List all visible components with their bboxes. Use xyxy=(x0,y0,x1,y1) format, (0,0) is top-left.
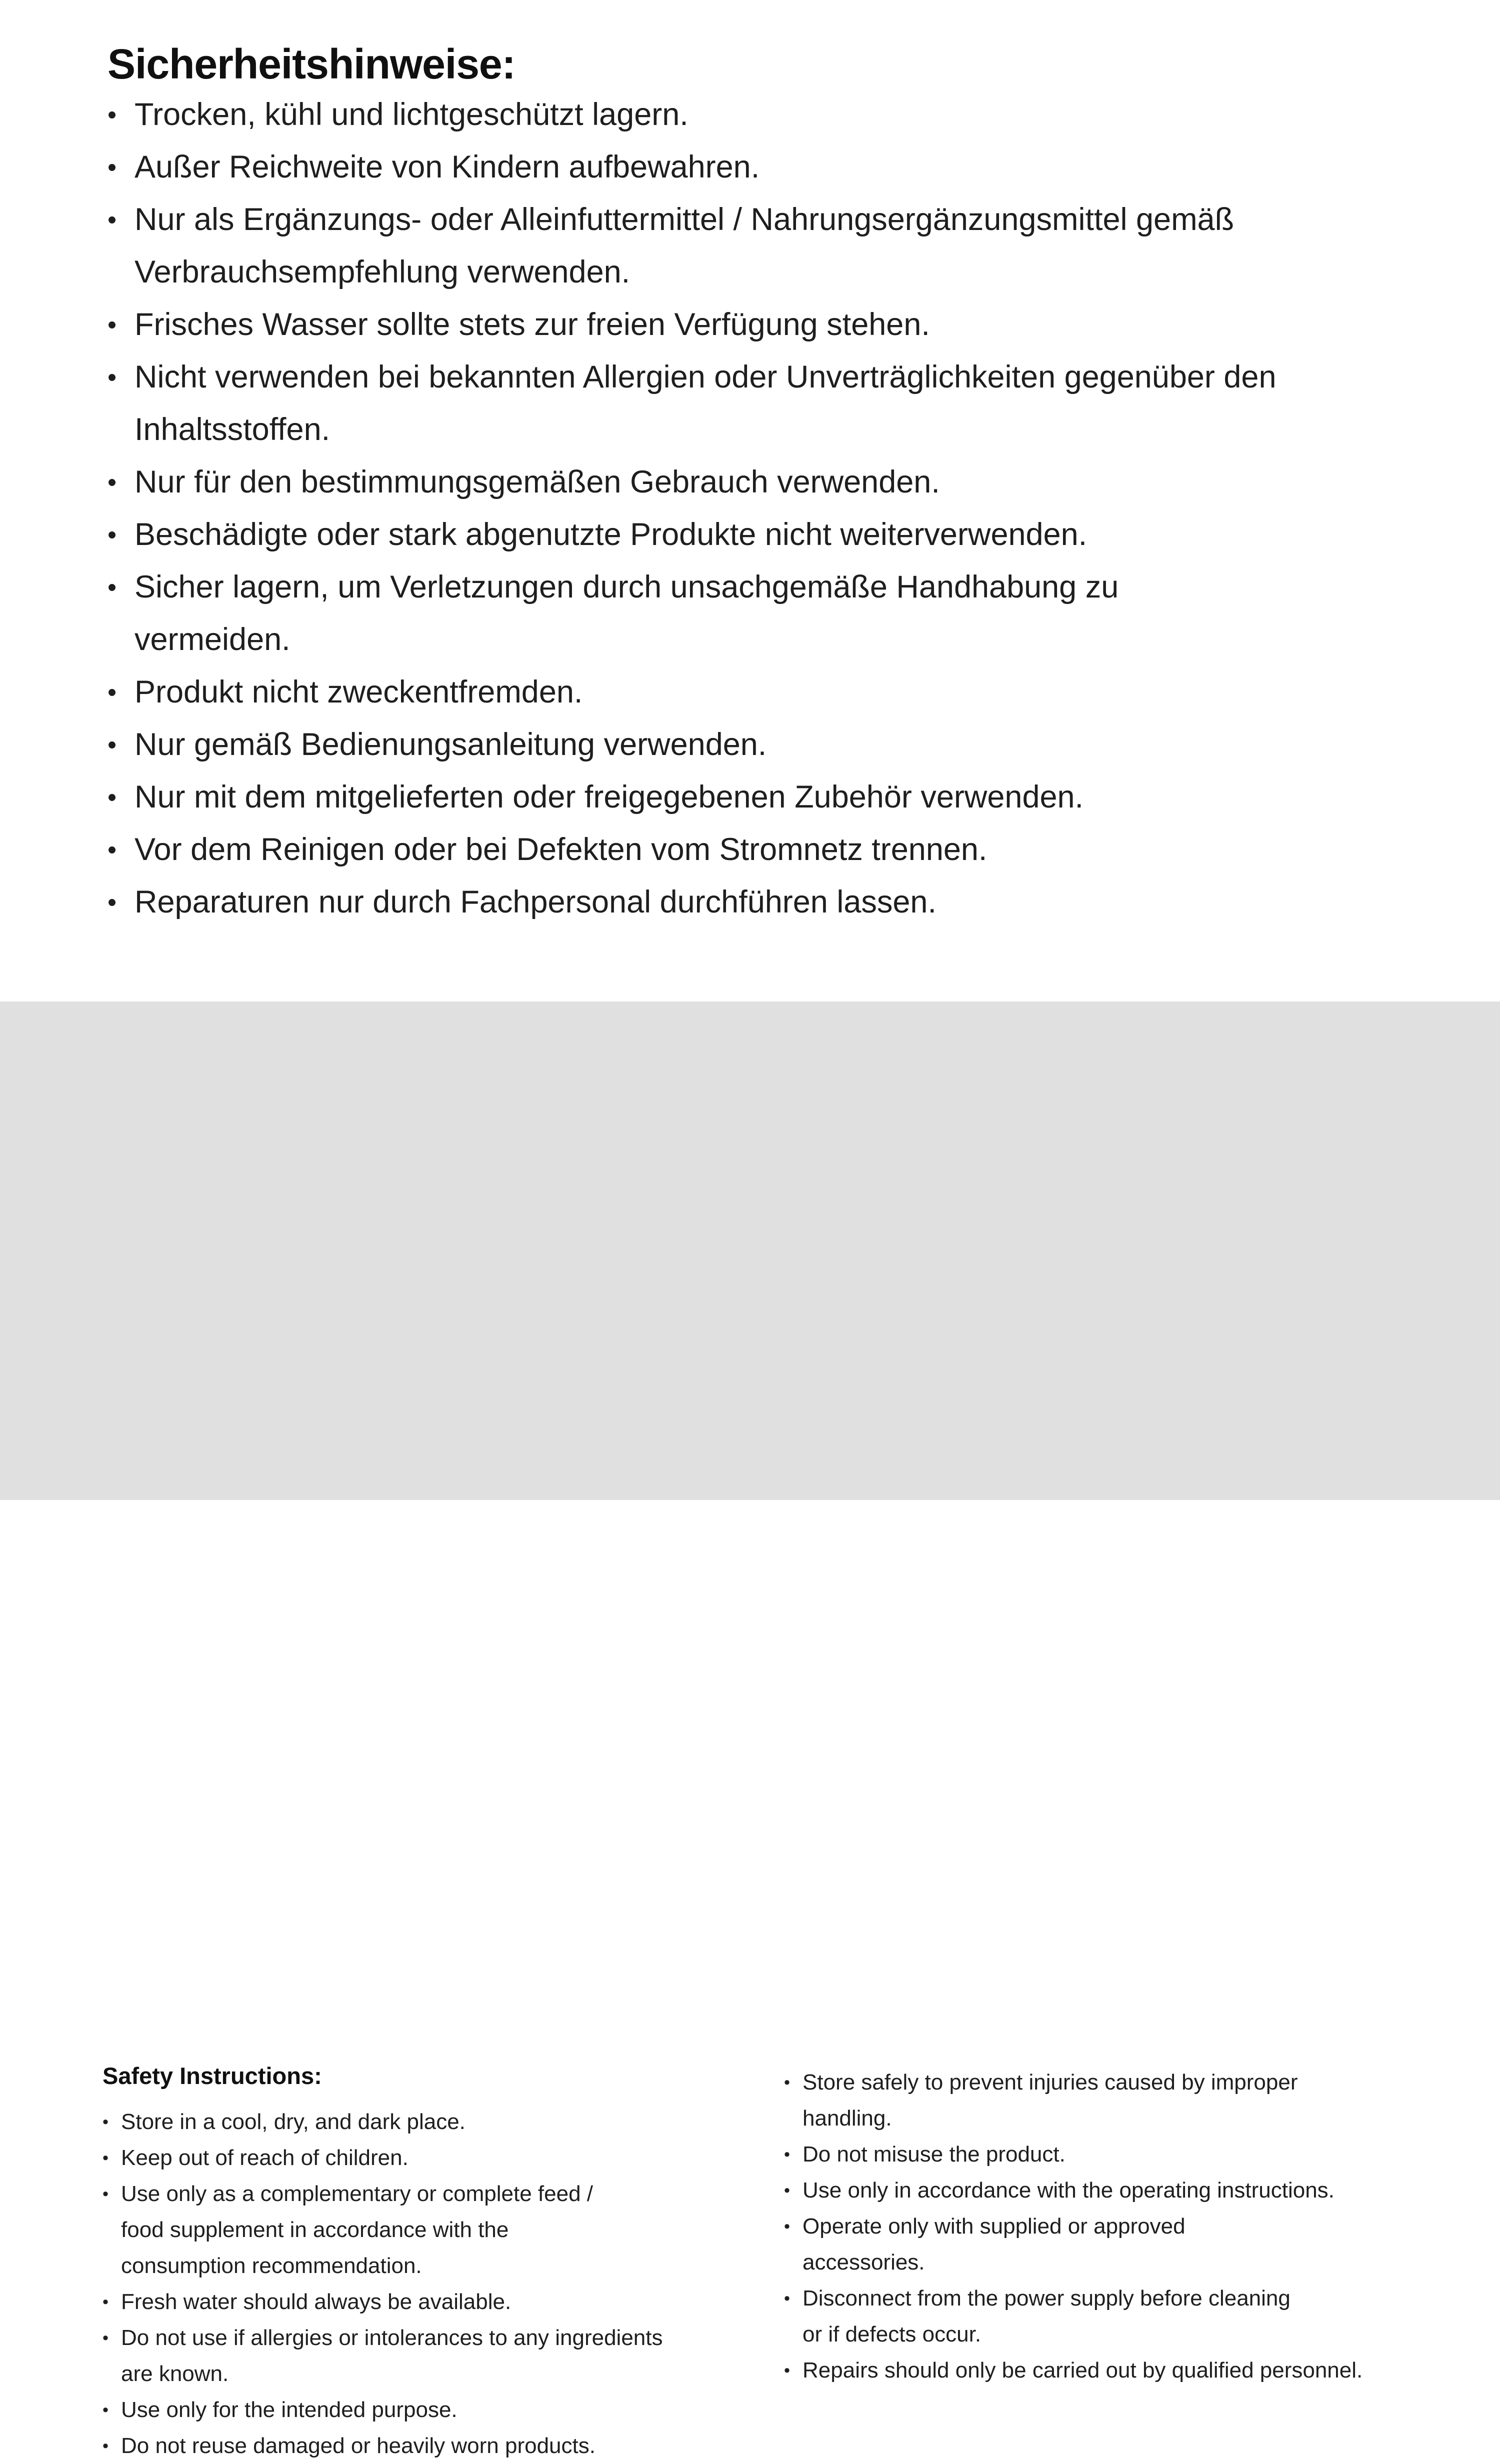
english-bullet-item xyxy=(784,2064,1469,2136)
german-bullet-item xyxy=(108,141,1398,194)
english-bullet-item xyxy=(102,2104,798,2140)
english-bullet-text: Keep out of reach of children. xyxy=(121,2146,408,2170)
english-instructions-section xyxy=(0,1002,1500,2458)
english-bullet-item xyxy=(784,2352,1469,2388)
german-bullet-item xyxy=(108,508,1398,561)
german-bullet-text: Produkt nicht zweckentfremden. xyxy=(134,674,583,710)
english-bullet-item xyxy=(784,2136,1469,2172)
bullet-icon: • xyxy=(108,310,117,339)
bullet-icon: • xyxy=(108,730,117,759)
english-bullet-text: Use only in accordance with the operating instructions. xyxy=(802,2178,1334,2202)
german-bullet-item xyxy=(108,298,1398,351)
bullet-icon: • xyxy=(108,520,117,549)
bullet-icon: • xyxy=(102,2292,109,2312)
german-bullet-text: Trocken, kühl und lichtgeschützt lagern. xyxy=(134,96,688,132)
german-bullet-text: Reparaturen nur durch Fachpersonal durchführen lassen. xyxy=(134,884,936,920)
bullet-icon: • xyxy=(108,782,117,812)
bullet-icon: • xyxy=(108,362,117,392)
english-bullet-text: Store in a cool, dry, and dark place. xyxy=(121,2110,466,2134)
german-bullet-item xyxy=(108,88,1398,141)
german-bullet-list xyxy=(108,88,1398,928)
german-bullet-item xyxy=(108,561,1398,666)
english-bullet-item xyxy=(102,2284,798,2320)
german-bullet-item xyxy=(108,666,1398,718)
german-bullet-text: Frisches Wasser sollte stets zur freien Verfügung stehen. xyxy=(134,306,930,342)
english-left-column xyxy=(102,2060,798,2464)
english-bullet-text: Use only as a complementary or complete feed / food supplement in accordance with the consumption recommendation. xyxy=(121,2182,594,2278)
english-bullet-text: Use only for the intended purpose. xyxy=(121,2398,458,2422)
german-bullet-text: Nur gemäß Bedienungsanleitung verwenden. xyxy=(134,726,767,762)
english-bullet-text: Repairs should only be carried out by qualified personnel. xyxy=(802,2358,1363,2382)
bullet-icon: • xyxy=(102,2184,109,2204)
bullet-icon: • xyxy=(108,100,117,129)
bullet-icon: • xyxy=(102,2112,109,2132)
bullet-icon: • xyxy=(108,677,117,706)
english-right-column xyxy=(784,2064,1469,2388)
bullet-icon: • xyxy=(108,152,117,182)
german-bullet-text: Nur für den bestimmungsgemäßen Gebrauch verwenden. xyxy=(134,464,940,500)
bullet-icon: • xyxy=(784,2289,790,2308)
german-bullet-item xyxy=(108,771,1398,824)
german-instructions-section xyxy=(0,0,1500,1002)
english-bullet-text: Disconnect from the power supply before cleaning or if defects occur. xyxy=(802,2286,1290,2346)
bullet-icon: • xyxy=(784,2217,790,2236)
german-bullet-text: Nur als Ergänzungs- oder Alleinfuttermittel / Nahrungsergänzungsmittel gemäß Verbrauchsempfehlung verwenden. xyxy=(134,202,1234,290)
bullet-icon: • xyxy=(784,2361,790,2380)
english-bullet-item xyxy=(102,2320,798,2392)
english-bullet-item xyxy=(784,2280,1469,2352)
english-left-bullet-list xyxy=(102,2104,798,2464)
bullet-icon: • xyxy=(102,2328,109,2348)
german-title: Sicherheitshinweise: xyxy=(108,40,516,88)
bullet-icon: • xyxy=(108,887,117,916)
german-bullet-item xyxy=(108,194,1398,298)
english-bullet-text: Do not reuse damaged or heavily worn products. xyxy=(121,2434,596,2458)
english-bullet-text: Store safely to prevent injuries caused by improper handling. xyxy=(802,2070,1298,2130)
english-bullet-item xyxy=(102,2176,798,2284)
german-bullet-text: Sicher lagern, um Verletzungen durch unsachgemäße Handhabung zu vermeiden. xyxy=(134,569,1119,657)
german-bullet-text: Nur mit dem mitgelieferten oder freigegebenen Zubehör verwenden. xyxy=(134,779,1084,814)
bullet-icon: • xyxy=(102,2148,109,2168)
german-bullet-item xyxy=(108,824,1398,876)
english-bullet-text: Do not misuse the product. xyxy=(802,2142,1066,2166)
bullet-icon: • xyxy=(102,2400,109,2420)
bullet-icon: • xyxy=(108,834,117,864)
german-bullet-item xyxy=(108,456,1398,508)
bullet-icon: • xyxy=(784,2073,790,2092)
german-bullet-text: Beschädigte oder stark abgenutzte Produkte nicht weiterverwenden. xyxy=(134,516,1088,552)
bullet-icon: • xyxy=(102,2436,109,2456)
english-bullet-item xyxy=(784,2172,1469,2208)
german-bullet-item xyxy=(108,351,1398,456)
german-bullet-item xyxy=(108,718,1398,771)
english-bullet-item xyxy=(102,2428,798,2464)
bullet-icon: • xyxy=(108,467,117,496)
german-instructions-block xyxy=(108,40,1398,928)
german-bullet-text: Vor dem Reinigen oder bei Defekten vom Stromnetz trennen. xyxy=(134,832,988,867)
english-bullet-text: Operate only with supplied or approved accessories. xyxy=(802,2214,1186,2274)
english-right-bullet-list xyxy=(784,2064,1469,2388)
english-bullet-item xyxy=(784,2208,1469,2280)
bullet-icon: • xyxy=(784,2145,790,2164)
english-bullet-text: Do not use if allergies or intolerances to any ingredients are known. xyxy=(121,2326,663,2386)
english-bullet-item xyxy=(102,2140,798,2176)
german-bullet-item xyxy=(108,876,1398,928)
english-title: Safety Instructions: xyxy=(102,2062,322,2089)
german-bullet-text: Nicht verwenden bei bekannten Allergien oder Unverträglichkeiten gegenüber den Inhaltsstoffen. xyxy=(134,359,1276,447)
english-bullet-item xyxy=(102,2392,798,2428)
german-bullet-text: Außer Reichweite von Kindern aufbewahren. xyxy=(134,149,760,184)
bullet-icon: • xyxy=(784,2181,790,2200)
english-bullet-text: Fresh water should always be available. xyxy=(121,2290,512,2314)
bullet-icon: • xyxy=(108,572,117,602)
bullet-icon: • xyxy=(108,204,117,234)
